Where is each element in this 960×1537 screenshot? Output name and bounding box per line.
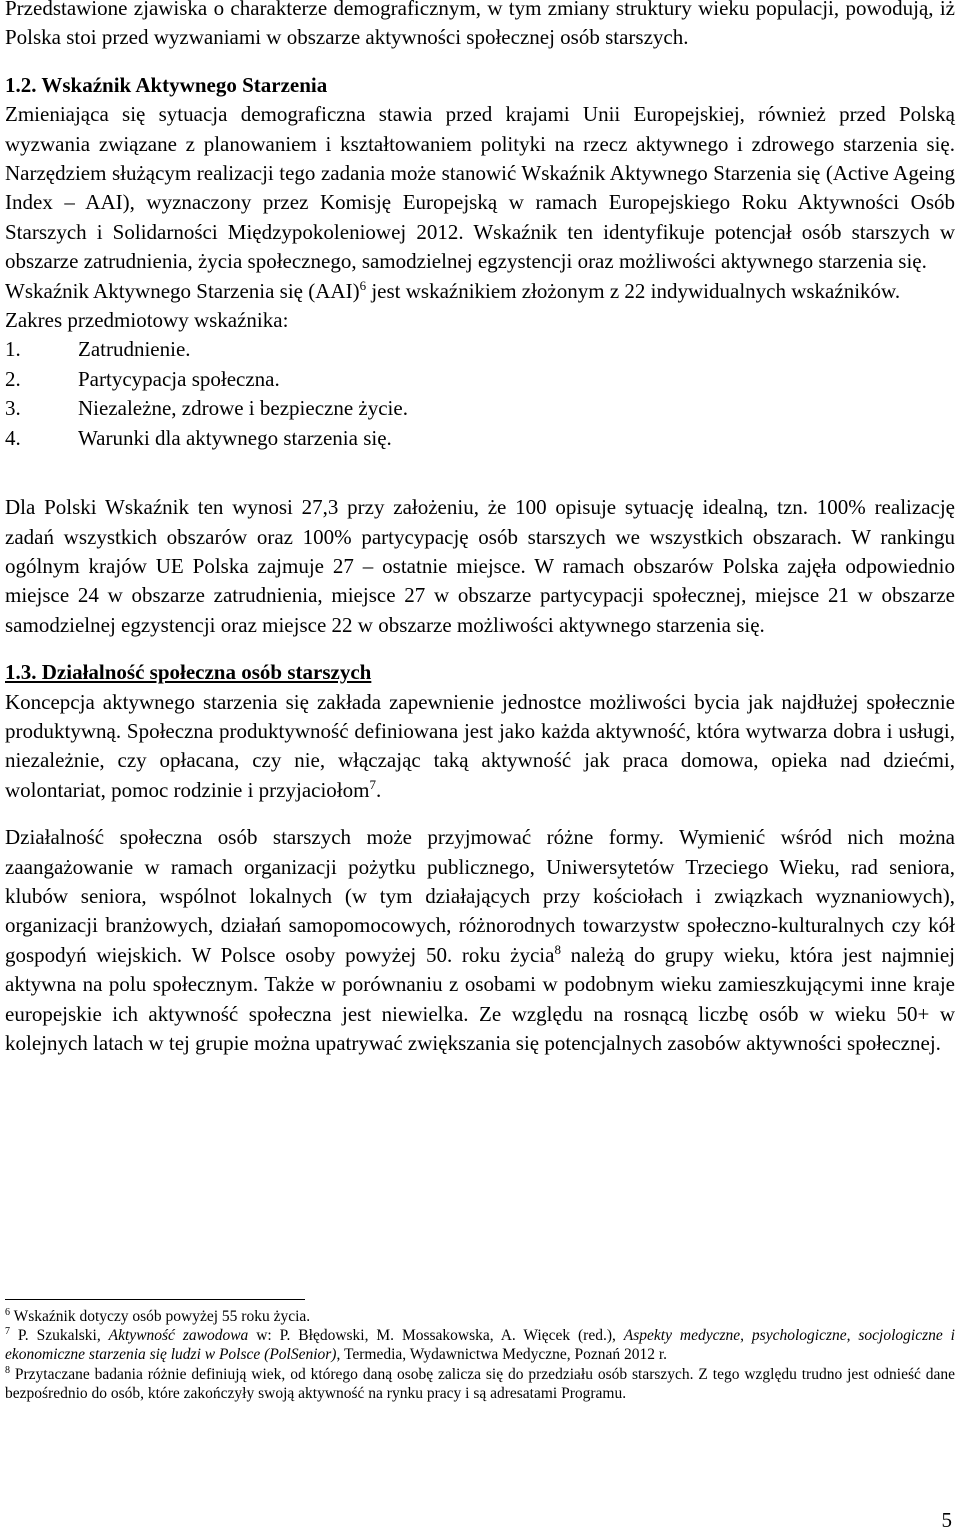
paragraph-text: Działalność społeczna osób starszych może przyjmować różne formy. Wymienić wśród nich można zaangażowanie w ramach organizacji pożytku publicznego, Uniwersytetów Trzeciego Wieku, rad seniora, klubów seniora, wspólnot lokalnych (w tym działających przy kościołach i związkach wyznaniowych), organizacji branżowych, działań samopomocowych, różnorodnych towarzystw społeczno-kulturalnych czy kół gospodyń wiejskich. W Polsce osoby powyżej 50. roku życia	[5, 825, 955, 967]
footnote-6	[5, 1307, 955, 1326]
footnote-7	[5, 1326, 955, 1364]
footnote-text: P. Szukalski,	[10, 1327, 109, 1345]
list-item	[5, 424, 955, 453]
paragraph-text: jest wskaźnikiem złożonym z 22 indywidualnych wskaźników.	[366, 278, 901, 303]
spacer	[5, 805, 955, 823]
list-item-number: 1.	[5, 337, 21, 362]
footnote-text: Przytaczane badania różnie definiują wiek, od którego daną osobę zalicza się do przedziału osób starszych. Z tego względu trudno jest odnieść dane bezpośrednio do osób, które zakończyły swoją aktywność na rynku pracy i są adresatami Programu.	[5, 1365, 955, 1402]
paragraph-text: Koncepcja aktywnego starzenia się zakłada zapewnienie jednostce możliwości bycia jak najdłużej społecznie produktywną. Społeczna produktywność definiowana jest jako każda aktywność, która wytwarza dobra i usługi, niezależnie, czy opłacana, czy nie, włączając taką aktywność jak praca domowa, opieka nad dziećmi, wolontariat, pomoc rodzinie i przyjaciołom	[5, 689, 955, 802]
paragraph-text: należą do grupy wieku, która jest najmniej aktywna na polu społecznym. Także w porównaniu z osobami w podobnym wieku zamieszkującymi inne kraje europejskie ich aktywność społeczna jest niewielka. Ze względu na rosnącą liczbę osób w wieku 50+ w kolejnych latach w tej grupie można upatrywać zwiększania się potencjalnych zasobów aktywności społecznej.	[5, 942, 955, 1055]
list-item-text: Zatrudnienie.	[78, 337, 191, 362]
list-item-number: 3.	[5, 396, 21, 421]
footnote-number: 8	[5, 1364, 10, 1376]
list-item-text: Warunki dla aktywnego starzenia się.	[78, 425, 392, 450]
scope-list	[5, 335, 955, 453]
intro-paragraph: Przedstawione zjawiska o charakterze demograficznym, w tym zmiany struktury wieku populacji, powodują, iż Polska stoi przed wyzwaniami w obszarze aktywności społecznej osób starszych.	[5, 0, 955, 50]
list-item	[5, 394, 955, 423]
section-1-2-paragraph-3: Dla Polski Wskaźnik ten wynosi 27,3 przy założeniu, że 100 opisuje sytuację idealną, tzn. 100% realizację zadań wszystkich obszarów oraz 100% partycypację osób starszych we wszystkich obszarach. W rankingu ogólnym krajów UE Polska zajmuje 27 – ostatnie miejsce. W ramach obszarów Polska zajęła odpowiednio miejsce 24 w obszarze zatrudnienia, miejsce 27 w obszarze partycypacji społecznej, miejsce 21 w obszarze samodzielnej egzystencji oraz miejsce 22 w obszarze możliwości aktywnego starzenia się.	[5, 495, 955, 637]
footnotes	[5, 1299, 955, 1403]
footnote-text: w: P. Błędowski, M. Mossakowska, A. Więcek (red.),	[248, 1327, 624, 1345]
footnote-ref-6: 6	[359, 277, 367, 293]
footnote-number: 7	[5, 1326, 10, 1338]
list-item	[5, 335, 955, 364]
spacer	[5, 640, 955, 658]
footnote-8	[5, 1365, 955, 1403]
footnote-separator	[5, 1299, 305, 1300]
list-item-number: 2.	[5, 366, 21, 391]
section-1-3-paragraph-2	[5, 823, 955, 1058]
footnote-ref-8: 8	[554, 941, 561, 957]
section-heading-1-3: 1.3. Działalność społeczna osób starszych	[5, 660, 372, 685]
document-page	[5, 0, 955, 1058]
list-item-text: Partycypacja społeczna.	[78, 366, 280, 391]
spacer	[5, 453, 955, 493]
page-number: 5	[941, 1508, 952, 1532]
paragraph-text: Wskaźnik Aktywnego Starzenia się (AAI)	[5, 278, 360, 303]
footnote-text: , Termedia, Wydawnictwa Medyczne, Poznań 2012 r.	[336, 1346, 668, 1364]
list-item-number: 4.	[5, 425, 21, 450]
footnote-number: 6	[5, 1307, 10, 1318]
section-1-3-paragraph-1	[5, 688, 955, 806]
scope-label: Zakres przedmiotowy wskaźnika:	[5, 308, 289, 333]
section-heading-1-2: 1.2. Wskaźnik Aktywnego Starzenia	[5, 72, 328, 97]
footnote-title-italic: Aktywność zawodowa	[108, 1327, 249, 1345]
list-item	[5, 365, 955, 394]
list-item-text: Niezależne, zdrowe i bezpieczne życie.	[78, 396, 408, 421]
footnote-ref-7: 7	[369, 776, 376, 792]
section-1-2-paragraph-2	[5, 277, 955, 306]
section-1-2-paragraph-1: Zmieniająca się sytuacja demograficzna stawia przed krajami Unii Europejskiej, również przed Polską wyzwania związane z planowaniem i kształtowaniem polityki na rzecz aktywnego i zdrowego starzenia się. Narzędziem służącym realizacji tego zadania może stanowić Wskaźnik Aktywnego Starzenia się (Active Ageing Index – AAI), wyznaczony przez Komisję Europejską w ramach Europejskiego Roku Aktywności Osób Starszych i Solidarności Międzypokoleniowej 2012. Wskaźnik ten identyfikuje potencjał osób starszych w obszarze zatrudnienia, życia społecznego, samodzielnej egzystencji oraz możliwości aktywnego starzenia się.	[5, 102, 955, 274]
footnote-title-italic: Aspekty medyczne, psychologiczne, socjologiczne i ekonomiczne starzenia się ludzi w Polsce (PolSenior)	[5, 1327, 955, 1364]
spacer	[5, 53, 955, 71]
footnote-text: Wskaźnik dotyczy osób powyżej 55 roku życia.	[10, 1308, 311, 1325]
paragraph-text: .	[375, 777, 382, 802]
